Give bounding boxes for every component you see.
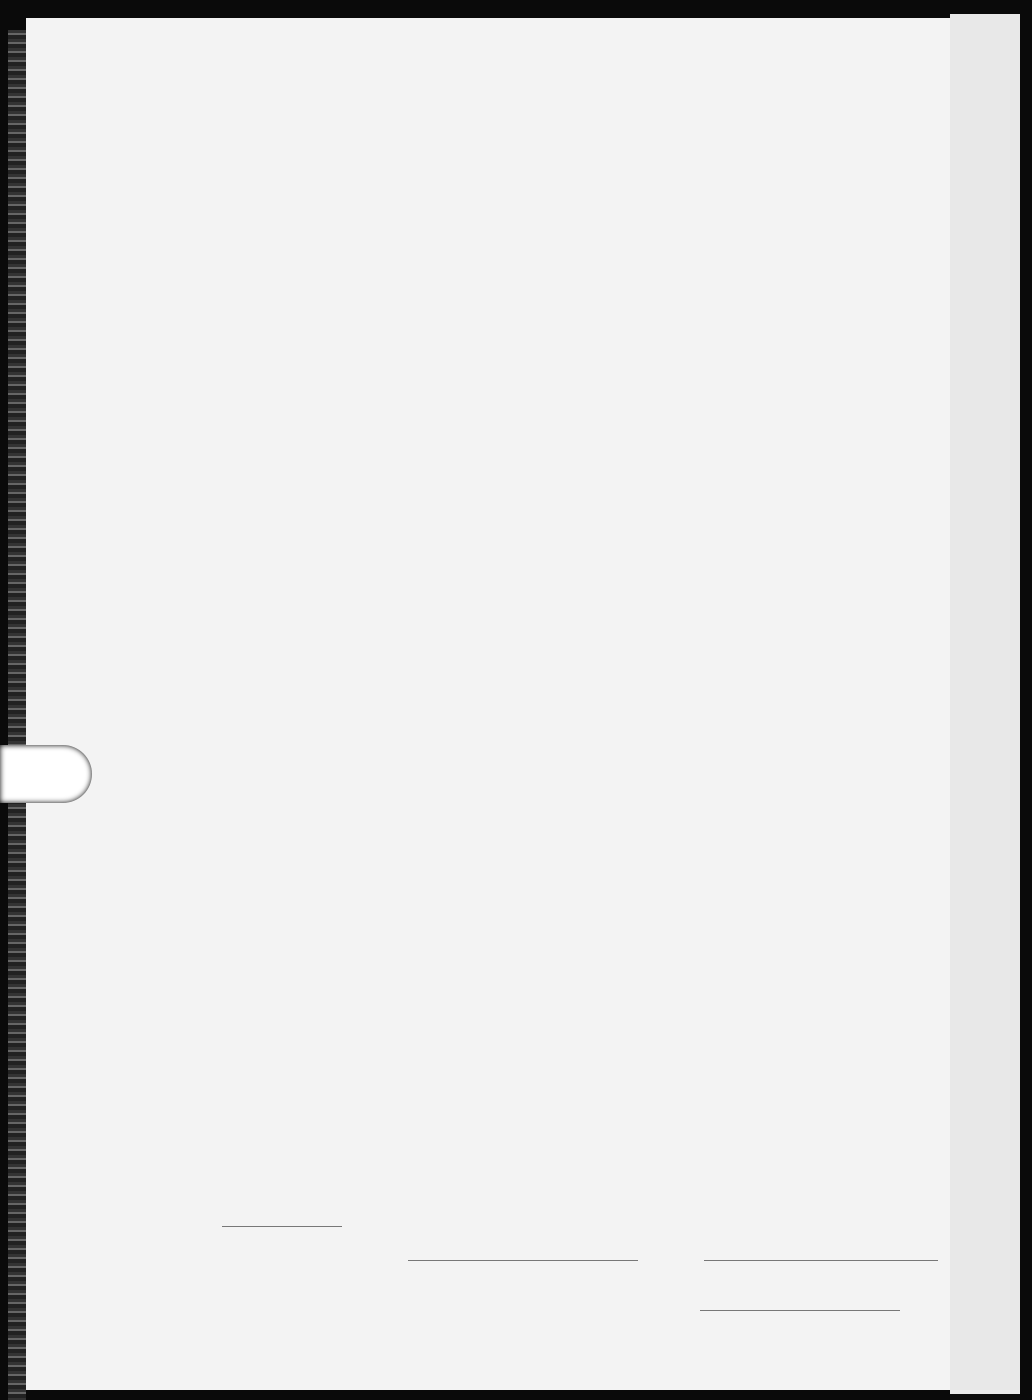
finger-clip (0, 745, 92, 803)
signature-underline (700, 1310, 900, 1311)
date-underline (222, 1226, 342, 1227)
owner-name-underline (408, 1260, 638, 1261)
form-page (26, 18, 950, 1390)
book-spine (8, 30, 26, 1400)
owner-address-underline (704, 1260, 938, 1261)
adjacent-page (950, 14, 1020, 1394)
